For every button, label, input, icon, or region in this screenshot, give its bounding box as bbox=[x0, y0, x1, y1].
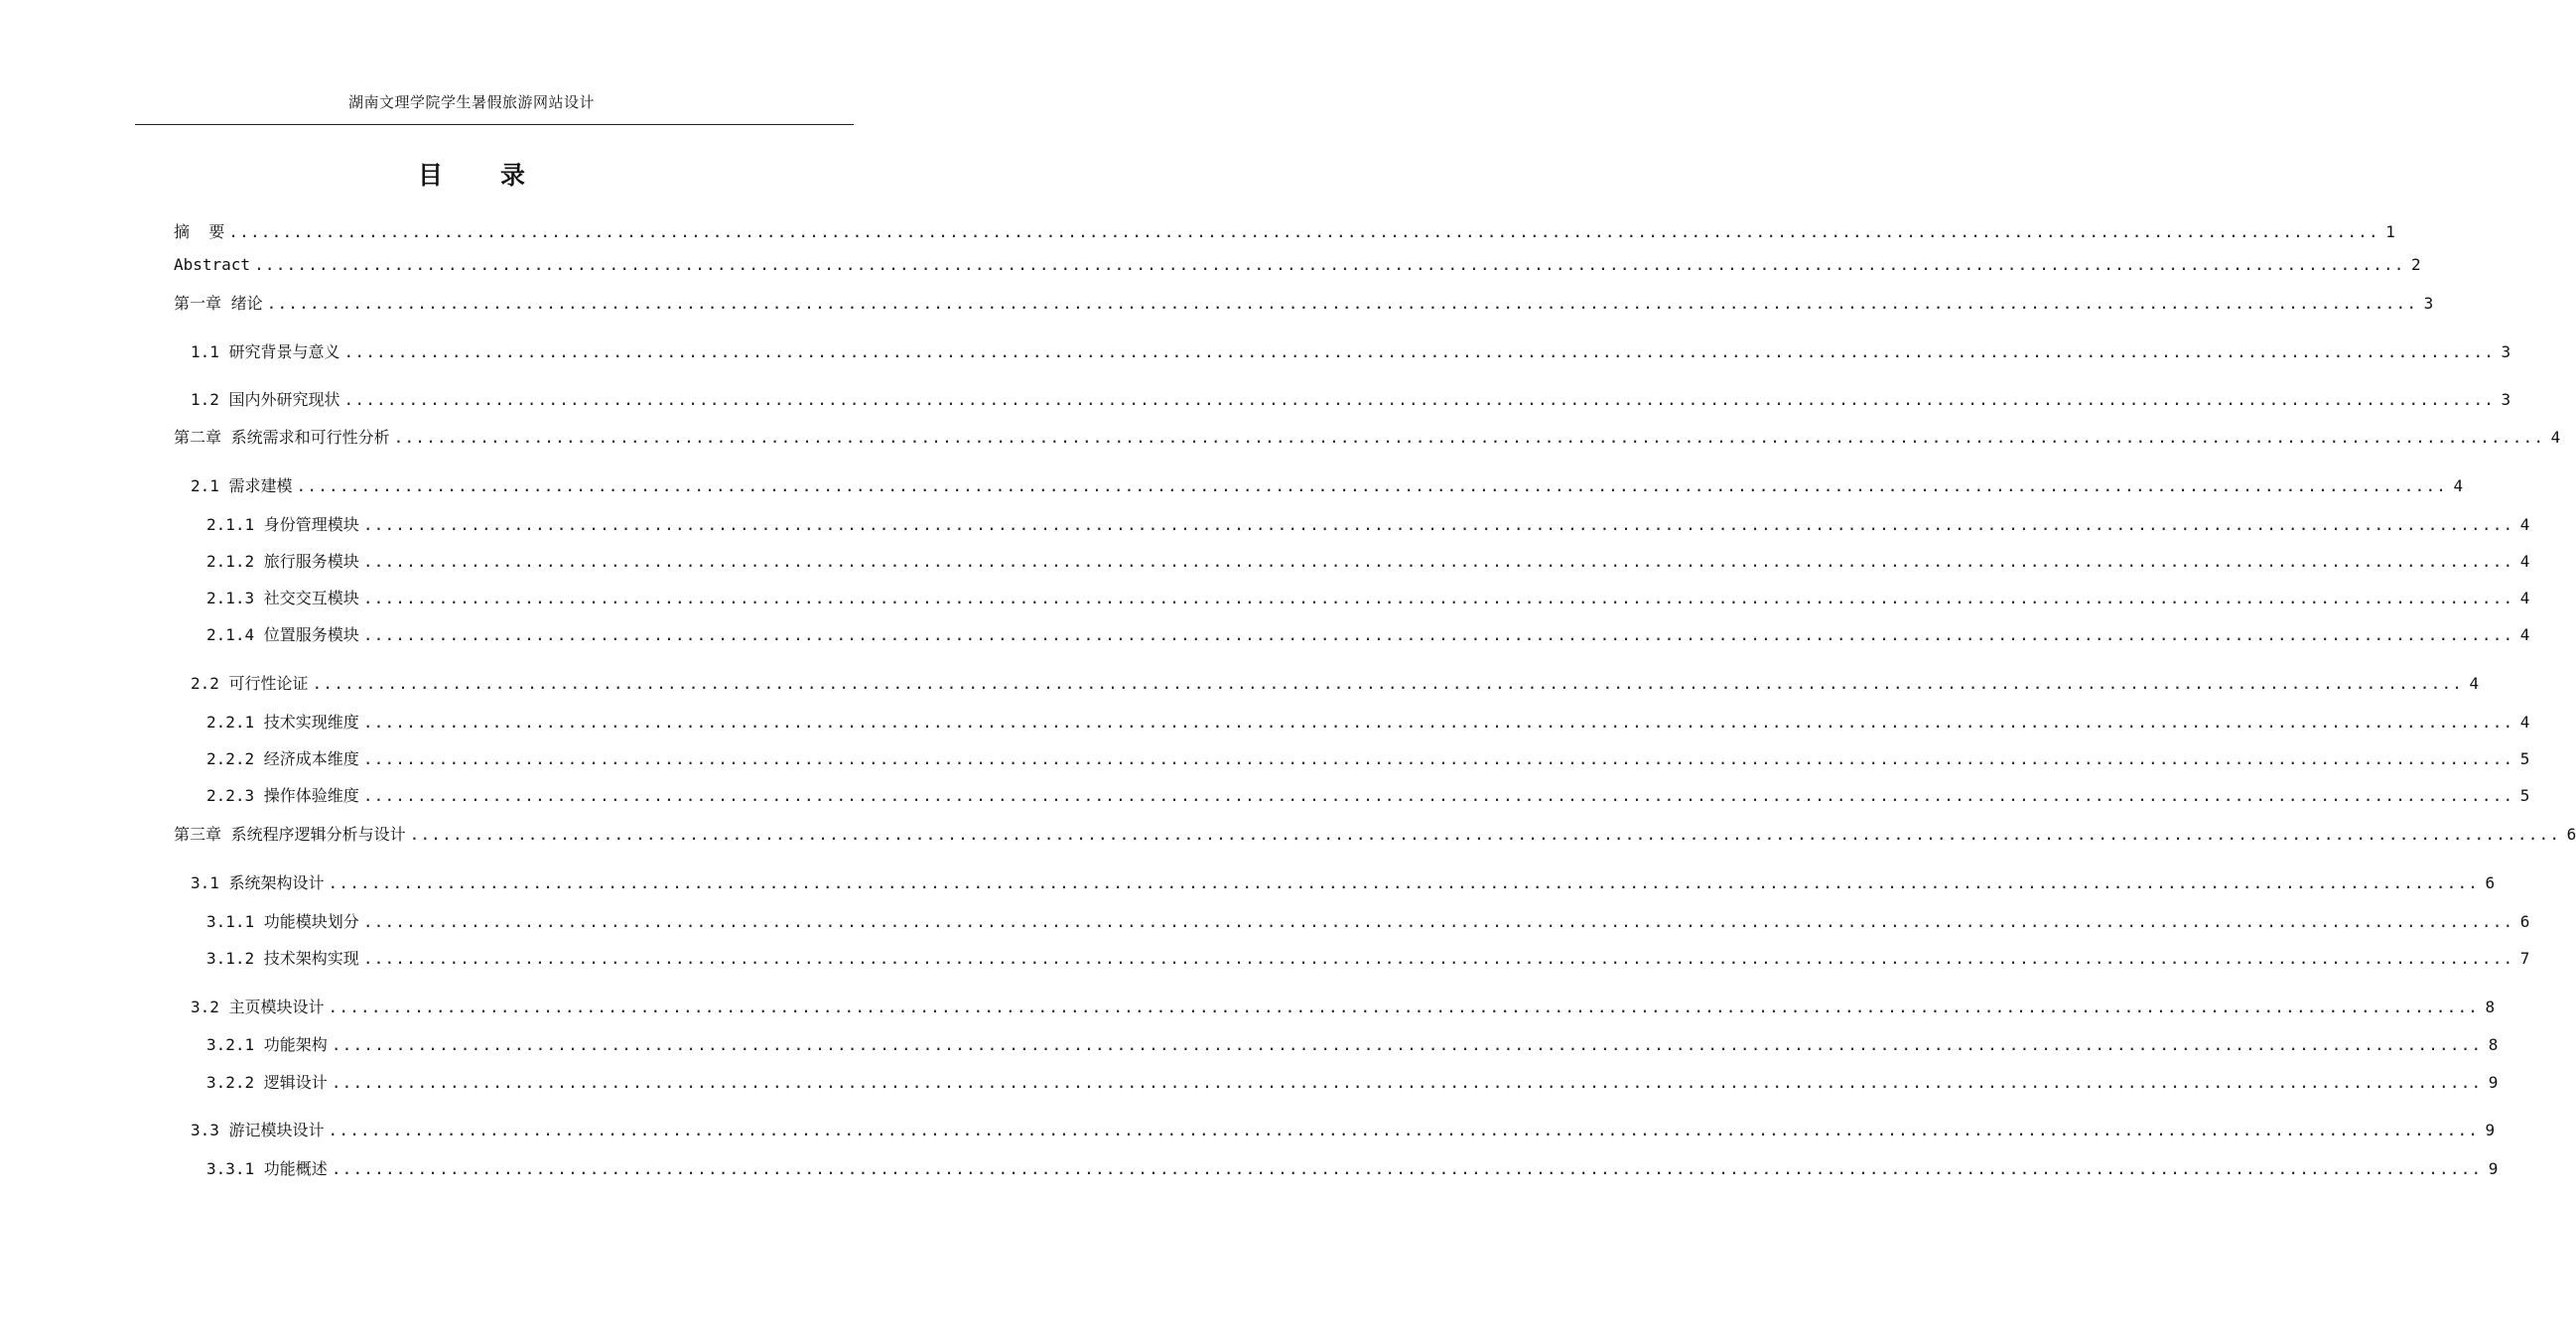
toc-entry-page: 8 bbox=[2485, 998, 2496, 1016]
toc-title-part1: 目 bbox=[417, 161, 443, 190]
toc-leader: ........................................................................................................................................................................................................ bbox=[331, 1035, 2483, 1054]
toc-entry-label: 3.3.1 功能概述 bbox=[206, 1159, 328, 1178]
toc-entry-page: 9 bbox=[2485, 1121, 2496, 1139]
toc-entry-label: 3.2.1 功能架构 bbox=[206, 1035, 328, 1054]
toc-entry-label: 2.1.2 旅行服务模块 bbox=[206, 552, 359, 571]
toc-entry-label: 3.2.2 逻辑设计 bbox=[206, 1073, 328, 1092]
toc-entry-2-1-2[interactable] bbox=[0, 549, 2530, 573]
toc-leader: ........................................................................................................................................................................................................ bbox=[362, 749, 2514, 768]
toc-leader: ........................................................................................................................................................................................................ bbox=[328, 1121, 2480, 1139]
toc-entry-page: 4 bbox=[2519, 713, 2530, 732]
toc-entry-3-1-1[interactable] bbox=[0, 909, 2530, 933]
toc-entry-3-2[interactable] bbox=[0, 995, 2496, 1018]
toc-entry-page: 4 bbox=[2519, 515, 2530, 534]
toc-entry-2-1-3[interactable] bbox=[0, 586, 2530, 609]
toc-entry-label: 2.1.1 身份管理模块 bbox=[206, 515, 359, 534]
toc-entry-label: 1.1 研究背景与意义 bbox=[191, 342, 340, 361]
toc-entry-abstract-cn[interactable] bbox=[0, 219, 2395, 243]
toc-leader: ........................................................................................................................................................................................................ bbox=[362, 912, 2514, 931]
toc-entry-label: 第二章 系统需求和可行性分析 bbox=[174, 428, 390, 447]
toc-entry-2-2[interactable] bbox=[0, 671, 2480, 695]
toc-leader: ........................................................................................................................................................................................................ bbox=[296, 476, 2448, 495]
toc-entry-page: 4 bbox=[2469, 674, 2480, 693]
toc-entry-3-2-2[interactable] bbox=[0, 1070, 2499, 1094]
toc-entry-1-2[interactable] bbox=[0, 387, 2511, 411]
toc-entry-page: 4 bbox=[2519, 589, 2530, 607]
toc-title-part2: 录 bbox=[500, 161, 526, 190]
toc-entry-2-2-3[interactable] bbox=[0, 783, 2530, 807]
toc-entry-page: 3 bbox=[2501, 342, 2511, 361]
toc-leader: ........................................................................................................................................................................................................ bbox=[362, 515, 2514, 534]
toc-leader: ........................................................................................................................................................................................................ bbox=[331, 1159, 2483, 1178]
toc-entry-3-2-1[interactable] bbox=[0, 1032, 2499, 1056]
toc-entry-page: 1 bbox=[2385, 222, 2395, 241]
toc-leader: ........................................................................................................................................................................................................ bbox=[362, 625, 2514, 644]
toc-leader: ........................................................................................................................................................................................................ bbox=[393, 428, 2545, 447]
toc-leader: ........................................................................................................................................................................................................ bbox=[228, 222, 2379, 241]
toc-entry-label: 3.3 游记模块设计 bbox=[191, 1121, 325, 1139]
toc-entry-page: 9 bbox=[2488, 1073, 2499, 1092]
toc-entry-page: 6 bbox=[2485, 873, 2496, 892]
toc-entry-label: Abstract bbox=[174, 255, 251, 274]
toc-leader: ........................................................................................................................................................................................................ bbox=[331, 1073, 2483, 1092]
toc-entry-2-1-1[interactable] bbox=[0, 512, 2530, 536]
toc-leader: ........................................................................................................................................................................................................ bbox=[362, 949, 2514, 968]
toc-entry-label: 1.2 国内外研究现状 bbox=[191, 390, 340, 409]
toc-entry-page: 7 bbox=[2519, 949, 2530, 968]
toc-entry-3-1[interactable] bbox=[0, 870, 2496, 894]
toc-entry-label: 2.2.3 操作体验维度 bbox=[206, 786, 359, 805]
toc-entry-2-1-4[interactable] bbox=[0, 622, 2530, 646]
toc-entry-label: 3.2 主页模块设计 bbox=[191, 998, 325, 1016]
toc-entry-page: 3 bbox=[2501, 390, 2511, 409]
toc-entry-chapter-1[interactable] bbox=[0, 291, 2434, 315]
toc-entry-label: 2.2 可行性论证 bbox=[191, 674, 309, 693]
toc-entry-page: 4 bbox=[2550, 428, 2561, 447]
toc-title bbox=[0, 156, 943, 192]
toc-leader: ........................................................................................................................................................................................................ bbox=[328, 873, 2480, 892]
toc-entry-page: 5 bbox=[2519, 786, 2530, 805]
toc-entry-1-1[interactable] bbox=[0, 339, 2511, 363]
toc-leader: ........................................................................................................................................................................................................ bbox=[254, 255, 2405, 274]
toc-entry-label: 3.1.2 技术架构实现 bbox=[206, 949, 359, 968]
toc-entry-label: 2.2.1 技术实现维度 bbox=[206, 713, 359, 732]
toc-entry-label: 2.1.4 位置服务模块 bbox=[206, 625, 359, 644]
toc-entry-label: 第一章 绪论 bbox=[174, 294, 263, 313]
toc-entry-page: 8 bbox=[2488, 1035, 2499, 1054]
toc-entry-page: 2 bbox=[2410, 255, 2421, 274]
toc-entry-page: 4 bbox=[2453, 476, 2464, 495]
toc-entry-label: 3.1.1 功能模块划分 bbox=[206, 912, 359, 931]
toc-entry-abstract-en[interactable] bbox=[0, 255, 2421, 279]
toc-entry-chapter-2[interactable] bbox=[0, 425, 2561, 449]
toc-entry-page: 5 bbox=[2519, 749, 2530, 768]
toc-entry-page: 4 bbox=[2519, 552, 2530, 571]
toc-entry-page: 4 bbox=[2519, 625, 2530, 644]
toc-entry-3-3-1[interactable] bbox=[0, 1156, 2499, 1180]
toc-leader: ........................................................................................................................................................................................................ bbox=[343, 342, 2496, 361]
toc-entry-label: 摘 要 bbox=[174, 222, 225, 241]
toc-leader: ........................................................................................................................................................................................................ bbox=[266, 294, 2418, 313]
header-divider bbox=[135, 124, 854, 125]
toc-leader: ........................................................................................................................................................................................................ bbox=[362, 713, 2514, 732]
toc-leader: ........................................................................................................................................................................................................ bbox=[343, 390, 2496, 409]
running-header: 湖南文理学院学生暑假旅游网站设计 bbox=[347, 93, 595, 111]
toc-entry-page: 6 bbox=[2566, 825, 2576, 844]
toc-leader: ........................................................................................................................................................................................................ bbox=[362, 552, 2514, 571]
toc-entry-2-1[interactable] bbox=[0, 473, 2464, 497]
toc-leader: ........................................................................................................................................................................................................ bbox=[409, 825, 2561, 844]
toc-leader: ........................................................................................................................................................................................................ bbox=[328, 998, 2480, 1016]
toc-entry-3-1-2[interactable] bbox=[0, 946, 2530, 970]
toc-entry-2-2-2[interactable] bbox=[0, 746, 2530, 770]
toc-entry-chapter-3[interactable] bbox=[0, 822, 2576, 846]
toc-entry-page: 9 bbox=[2488, 1159, 2499, 1178]
toc-entry-page: 6 bbox=[2519, 912, 2530, 931]
toc-leader: ........................................................................................................................................................................................................ bbox=[312, 674, 2464, 693]
toc-entry-label: 第三章 系统程序逻辑分析与设计 bbox=[174, 825, 406, 844]
toc-entry-label: 2.1 需求建模 bbox=[191, 476, 293, 495]
toc-entry-page: 3 bbox=[2423, 294, 2434, 313]
toc-leader: ........................................................................................................................................................................................................ bbox=[362, 786, 2514, 805]
toc-entry-3-3[interactable] bbox=[0, 1118, 2496, 1141]
toc-leader: ........................................................................................................................................................................................................ bbox=[362, 589, 2514, 607]
toc-entry-2-2-1[interactable] bbox=[0, 710, 2530, 734]
toc-entry-label: 3.1 系统架构设计 bbox=[191, 873, 325, 892]
toc-entry-label: 2.1.3 社交交互模块 bbox=[206, 589, 359, 607]
toc-entry-label: 2.2.2 经济成本维度 bbox=[206, 749, 359, 768]
